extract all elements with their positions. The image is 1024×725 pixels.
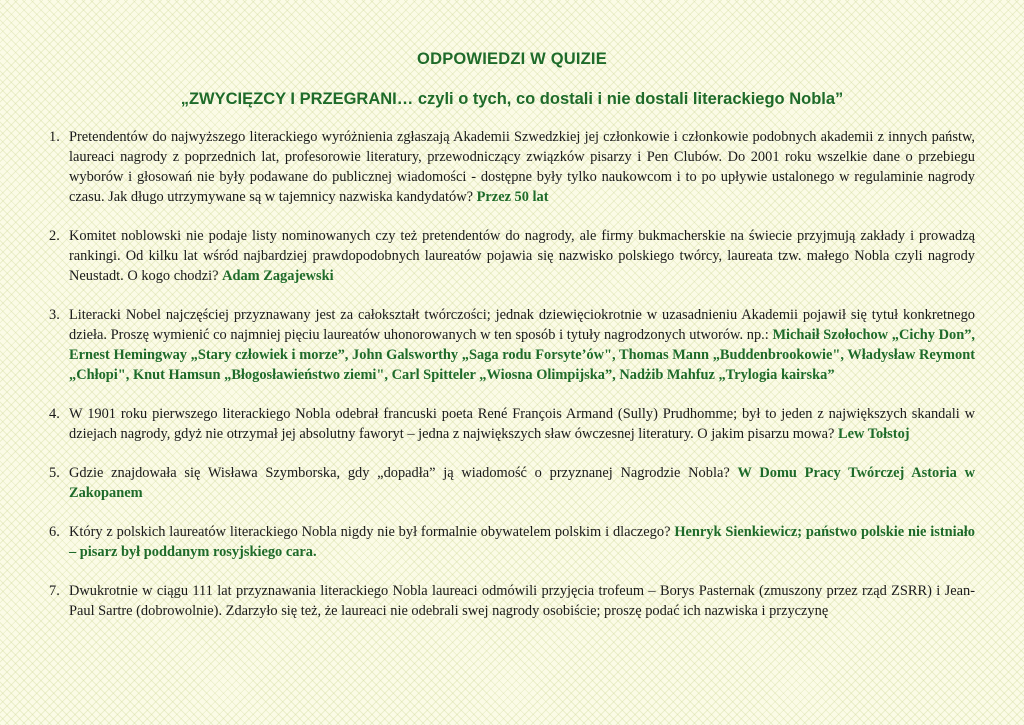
- answer-text: Adam Zagajewski: [222, 268, 334, 284]
- question-number: 6.: [49, 524, 60, 540]
- question-text: Komitet noblowski nie podaje listy nominowanych czy też pretendentów do nagrody, ale firmy bukmacherskie na świecie przyjmują zakłady i prowadzą rankingi. Od kilku lat wśród najbardziej prawdopodobnych laureatów pojawia się nazwisko polskiego twórcy, laureata tzw. małego Nobla czyli nagrody Neustadt. O kogo chodzi?: [69, 228, 975, 284]
- question-item-3: [44, 305, 975, 385]
- question-text: Gdzie znajdowała się Wisława Szymborska, gdy „dopadła” ją wiadomość o przyznanej Nagrodzie Nobla?: [69, 465, 730, 481]
- answer-text: Michaił Szołochow „Cichy Don”, Ernest Hemingway „Stary człowiek i morze”, John Galsworthy „Saga rodu Forsyte’ów", Thomas Mann „Buddenbrookowie", Władysław Reymont „Chłopi", Knut Hamsun „Błogosławieństwo ziemi", Carl Spitteler „Wiosna Olimpijska”, Nadżib Mahfuz „Trylogia kairska”: [69, 327, 975, 383]
- question-item-7: [44, 581, 975, 621]
- question-text: W 1901 roku pierwszego literackiego Nobla odebrał francuski poeta René François Armand (Sully) Prudhomme; był to jeden z największych skandali w dziejach nagrody, gdyż nie otrzymał jej absolutny faworyt – jedna z największych sław ówczesnej literatury. O jakim pisarzu mowa?: [69, 406, 975, 442]
- answer-text: Przez 50 lat: [476, 189, 549, 205]
- question-text: Dwukrotnie w ciągu 111 lat przyznawania literackiego Nobla laureaci odmówili przyjęcia trofeum – Borys Pasternak (zmuszony przez rząd ZSRR) i Jean-Paul Sartre (dobrowolnie). Zdarzyło się też, że laureaci nie odebrali swej nagrody osobiście; proszę podać ich nazwiska i przyczynę: [69, 583, 975, 619]
- question-list: [44, 127, 975, 640]
- question-number: 3.: [49, 307, 60, 323]
- question-number: 7.: [49, 583, 60, 599]
- question-item-6: [44, 522, 975, 562]
- page-title: ODPOWIEDZI W QUIZIE: [417, 50, 607, 68]
- question-number: 1.: [49, 129, 60, 145]
- question-item-2: [44, 226, 975, 286]
- question-text: Literacki Nobel najczęściej przyznawany jest za całokształt twórczości; jednak dziewięciokrotnie w uzasadnieniu Akademii pojawił się tytuł konkretnego dzieła. Proszę wymienić co najmniej pięciu laureatów uhonorowanych w ten sposób i tytuły nagrodzonych utworów. np.:: [69, 307, 975, 343]
- question-item-4: [44, 404, 975, 444]
- page-subtitle: „ZWYCIĘZCY I PRZEGRANI… czyli o tych, co dostali i nie dostali literackiego Nobla”: [180, 90, 844, 108]
- question-text: Pretendentów do najwyższego literackiego wyróżnienia zgłaszają Akademii Szwedzkiej jej członkowie i członkowie podobnych akademii z innych państw, laureaci nagrody z poprzednich lat, profesorowie literatury, przewodniczący związków pisarzy i Pen Clubów. Do 2001 roku wszelkie dane o przebiegu wyborów i głosowań nie były podawane do publicznej wiadomości - dostępne były tylko naukowcom i to po upływie ustalonego w regulaminie nagrody czasu. Jak długo utrzymywane są w tajemnicy nazwiska kandydatów?: [69, 129, 975, 205]
- question-item-5: [44, 463, 975, 503]
- question-number: 4.: [49, 406, 60, 422]
- question-number: 5.: [49, 465, 60, 481]
- question-number: 2.: [49, 228, 60, 244]
- answer-text: W Domu Pracy Twórczej Astoria w Zakopanem: [69, 465, 975, 501]
- question-item-1: [44, 127, 975, 207]
- answer-text: Lew Tołstoj: [837, 426, 910, 442]
- answer-text: Henryk Sienkiewicz; państwo polskie nie istniało – pisarz był poddanym rosyjskiego cara.: [69, 524, 976, 560]
- question-text: Który z polskich laureatów literackiego Nobla nigdy nie był formalnie obywatelem polskim i dlaczego?: [69, 524, 671, 540]
